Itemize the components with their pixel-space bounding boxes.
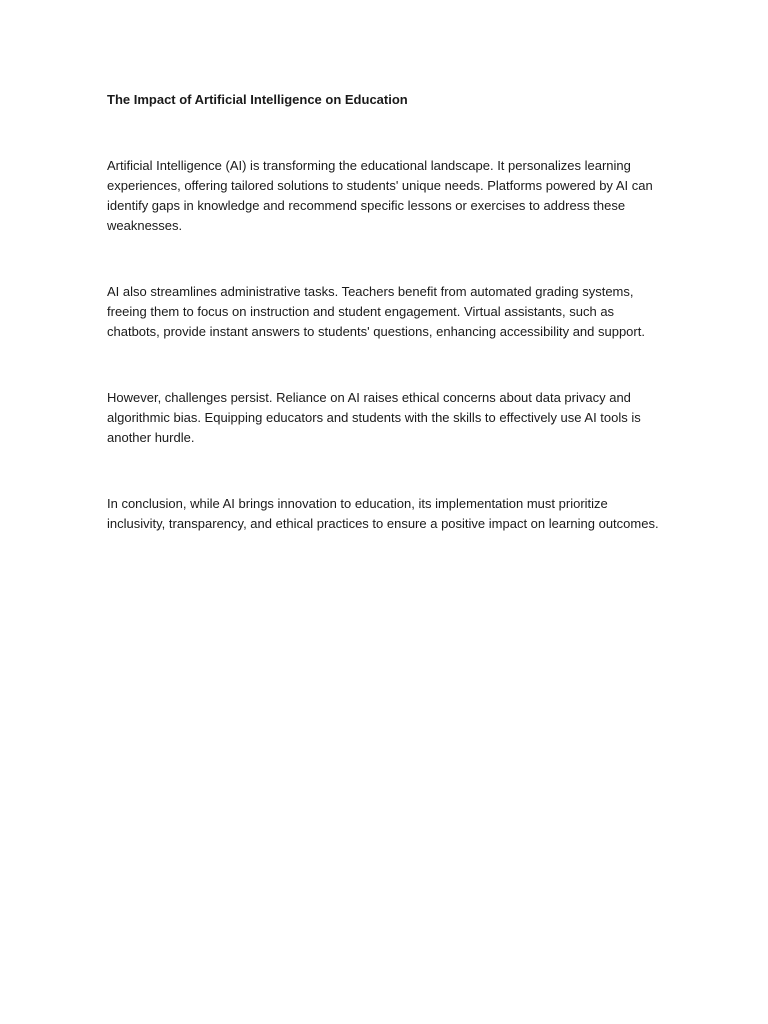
document-title: The Impact of Artificial Intelligence on Education [107, 92, 408, 107]
paragraph-administrative: AI also streamlines administrative tasks. Teachers benefit from automated grading systems, freeing them to focus on instruction and student engagement. Virtual assistants, such as chatbots, provide instant answers to students' questions, enhancing accessibility and support. [107, 284, 645, 339]
paragraph-intro: Artificial Intelligence (AI) is transforming the educational landscape. It personalizes learning experiences, offering tailored solutions to students' unique needs. Platforms powered by AI can identify gaps in knowledge and recommend specific lessons or exercises to address these weaknesses. [107, 158, 653, 233]
paragraph-conclusion: In conclusion, while AI brings innovation to education, its implementation must prioritize inclusivity, transparency, and ethical practices to ensure a positive impact on learning outcomes. [107, 496, 659, 531]
paragraph-challenges: However, challenges persist. Reliance on AI raises ethical concerns about data privacy and algorithmic bias. Equipping educators and students with the skills to effectively use AI tools is another hurdle. [107, 390, 641, 445]
document-body [107, 90, 667, 534]
